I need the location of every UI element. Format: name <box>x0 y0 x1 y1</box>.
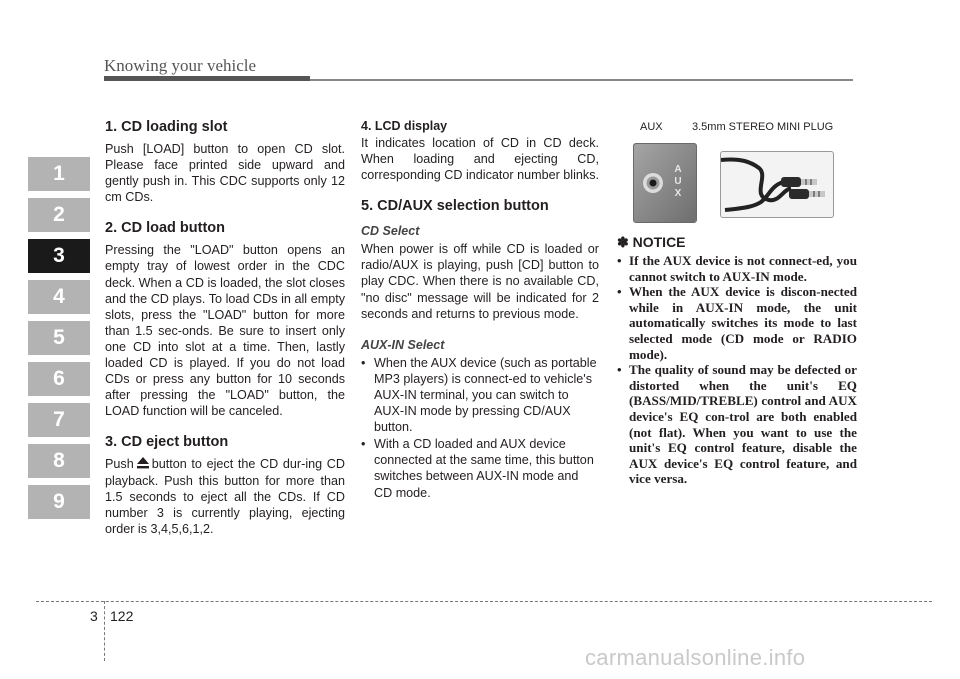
section-title-lcd-display: 4. LCD display <box>361 119 448 133</box>
list-item: • When the AUX device is discon-nected while in AUX-IN mode, the unit automatically switches its mode to last selected mode (CD mode or RADIO mode). <box>617 284 857 362</box>
column-middle <box>361 118 599 502</box>
section-title-cd-aux-selection: 5. CD/AUX selection button <box>361 198 549 215</box>
chapter-tab-7[interactable]: 7 <box>28 403 90 437</box>
eject-body-start: Push <box>105 457 134 472</box>
section-body-cd-eject-button <box>105 456 345 536</box>
aux-in-bullet-list <box>361 355 599 501</box>
chapter-tab-3[interactable]: 3 <box>28 239 90 273</box>
stereo-plug-photo <box>720 151 834 218</box>
aux-jack-icon <box>634 144 696 222</box>
column-left <box>105 118 345 537</box>
list-item: • When the AUX device (such as portable MP3 players) is connect-ed to vehicle's AUX-IN terminal, you can switch to AUX-IN mode by pressing CD/AUX button. <box>361 355 597 435</box>
image-label-aux: AUX <box>640 121 663 133</box>
section-body-cd-load-button: Pressing the "LOAD" button opens an empty tray of lowest order in the CDC deck. When a CD is loaded, the slot closes and the CD plays. To load CDs in all empty slots, press the "LOAD" button for more than 1.5 sec-onds. Be sure to insert only one CD into slot at a time. Then, lastly loaded CD is played. If you do not load CDs or press any button for 10 seconds after pressing the "LOAD" button, the LOAD function will be canceled. <box>105 243 345 419</box>
chapter-tab-1[interactable]: 1 <box>28 157 90 191</box>
chapter-tab-8[interactable]: 8 <box>28 444 90 478</box>
footer-rule <box>36 601 932 602</box>
chapter-tab-6[interactable]: 6 <box>28 362 90 396</box>
section-body-lcd-display: It indicates location of CD in CD deck. When loading and ejecting CD, corresponding CD indicator number blinks. <box>361 136 599 183</box>
section-title-cd-load-button: 2. CD load button <box>105 220 226 237</box>
subsection-body-cd-select: When power is off while CD is loaded or radio/AUX is playing, push [CD] button to play CDC. When there is no available CD, "no disc" message will be indicated for 2 seconds and returns to previous mode. <box>361 242 599 321</box>
stereo-plug-icon <box>721 152 833 217</box>
list-item: • If the AUX device is not connect-ed, you cannot switch to AUX-IN mode. <box>617 253 857 284</box>
running-header: Knowing your vehicle <box>104 56 257 75</box>
header-rule-light <box>310 79 853 81</box>
eject-body-rest: button to eject the CD dur-ing CD playback. Push this button for more than 1.5 seconds to eject all the CDs. If CD number 3 is currently playing, ejecting order is 3,4,5,6,1,2. <box>105 457 345 536</box>
header-rule-dark <box>104 76 310 81</box>
image-label-stereo-plug: 3.5mm STEREO MINI PLUG <box>692 121 834 133</box>
section-title-cd-loading-slot: 1. CD loading slot <box>105 119 228 135</box>
chapter-tab-5[interactable]: 5 <box>28 321 90 355</box>
notice-list <box>617 253 857 487</box>
chapter-tab-9[interactable]: 9 <box>28 485 90 519</box>
aux-jack-panel-image <box>633 143 697 223</box>
footer-divider <box>104 601 105 661</box>
list-item: • With a CD loaded and AUX device connected at the same time, this button switches between AUX-IN mode and CD mode. <box>361 437 594 500</box>
section-title-cd-eject-button: 3. CD eject button <box>105 434 229 451</box>
list-item: • The quality of sound may be defected or distorted when the unit's EQ (BASS/MID/TREBLE) control and AUX device's EQ con-trol are both enabled (not flat). When you want to use the unit's EQ control feature, disable the AUX device's EQ control feature, and vice versa. <box>617 362 857 487</box>
notice-heading: ✽ NOTICE <box>617 234 686 250</box>
footer-chapter-number: 3 <box>90 608 98 624</box>
aux-panel-text: AUX <box>674 164 682 199</box>
notice-star-icon: ✽ <box>617 234 629 250</box>
section-body-cd-loading-slot: Push [LOAD] button to open CD slot. Please face printed side upward and gently push in. This CDC supports only 12 cm CDs. <box>105 142 345 205</box>
subsection-title-cd-select: CD Select <box>361 224 420 239</box>
footer-page-number: 122 <box>110 608 134 624</box>
subsection-title-aux-in-select: AUX-IN Select <box>361 337 445 352</box>
eject-icon <box>136 457 150 469</box>
watermark: carmanualsonline.info <box>585 645 806 670</box>
notice-block <box>617 233 857 487</box>
chapter-tab-2[interactable]: 2 <box>28 198 90 232</box>
chapter-tab-4[interactable]: 4 <box>28 280 90 314</box>
